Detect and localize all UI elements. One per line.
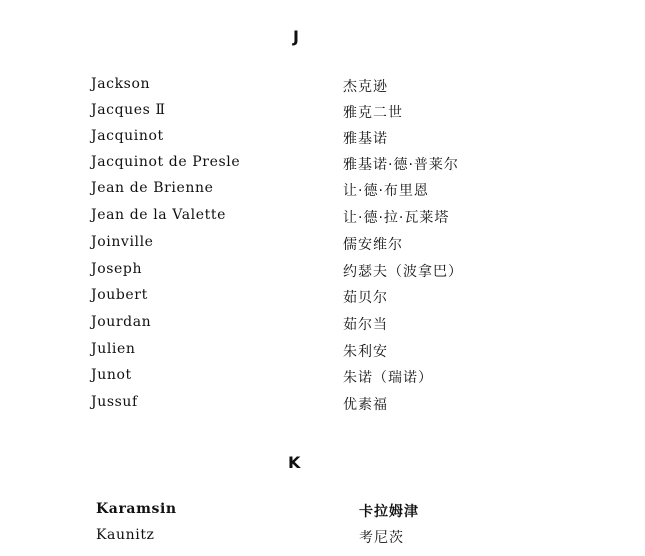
list-item bbox=[91, 234, 645, 258]
section-heading-k: K bbox=[288, 453, 301, 472]
list-item bbox=[91, 341, 645, 365]
chinese-name: 朱利安 bbox=[343, 344, 388, 360]
chinese-name: 茹尔当 bbox=[343, 317, 388, 333]
list-item bbox=[91, 207, 645, 231]
latin-name: Joubert bbox=[91, 287, 148, 303]
list-item bbox=[96, 527, 645, 551]
latin-name: Jourdan bbox=[91, 314, 152, 330]
latin-name: Julien bbox=[91, 341, 136, 357]
list-item bbox=[91, 261, 645, 285]
latin-name: Karamsin bbox=[96, 501, 177, 517]
list-item bbox=[91, 287, 645, 311]
list-item bbox=[91, 314, 645, 338]
list-item bbox=[91, 394, 645, 418]
latin-name: Joseph bbox=[91, 261, 143, 277]
list-item bbox=[91, 154, 645, 178]
latin-name: Jacques Ⅱ bbox=[91, 102, 166, 118]
list-item bbox=[91, 76, 645, 100]
latin-name: Jean de la Valette bbox=[91, 207, 226, 223]
list-item bbox=[91, 180, 645, 204]
chinese-name: 杰克逊 bbox=[343, 79, 388, 95]
latin-name: Jean de Brienne bbox=[91, 180, 214, 196]
chinese-name: 优素福 bbox=[343, 397, 388, 413]
list-item bbox=[91, 128, 645, 152]
chinese-name: 朱诺（瑞诺） bbox=[343, 370, 433, 386]
list-item bbox=[91, 367, 645, 391]
chinese-name: 考尼茨 bbox=[359, 530, 404, 546]
latin-name: Joinville bbox=[91, 234, 154, 250]
list-item bbox=[96, 501, 645, 525]
chinese-name: 儒安维尔 bbox=[343, 237, 403, 253]
latin-name: Jacquinot bbox=[91, 128, 164, 144]
latin-name: Kaunitz bbox=[96, 527, 155, 543]
list-item bbox=[91, 102, 645, 126]
chinese-name: 茹贝尔 bbox=[343, 290, 388, 306]
latin-name: Junot bbox=[91, 367, 132, 383]
chinese-name: 让·德·拉·瓦莱塔 bbox=[343, 210, 450, 226]
chinese-name: 雅克二世 bbox=[343, 105, 403, 121]
latin-name: Jackson bbox=[91, 76, 151, 92]
chinese-name: 让·德·布里恩 bbox=[343, 183, 429, 199]
latin-name: Jussuf bbox=[91, 394, 138, 410]
chinese-name: 卡拉姆津 bbox=[359, 504, 419, 520]
chinese-name: 雅基诺·德·普莱尔 bbox=[343, 157, 459, 173]
chinese-name: 雅基诺 bbox=[343, 131, 388, 147]
chinese-name: 约瑟夫（波拿巴） bbox=[343, 264, 463, 280]
latin-name: Jacquinot de Presle bbox=[91, 154, 241, 170]
section-heading-j: J bbox=[293, 27, 299, 46]
